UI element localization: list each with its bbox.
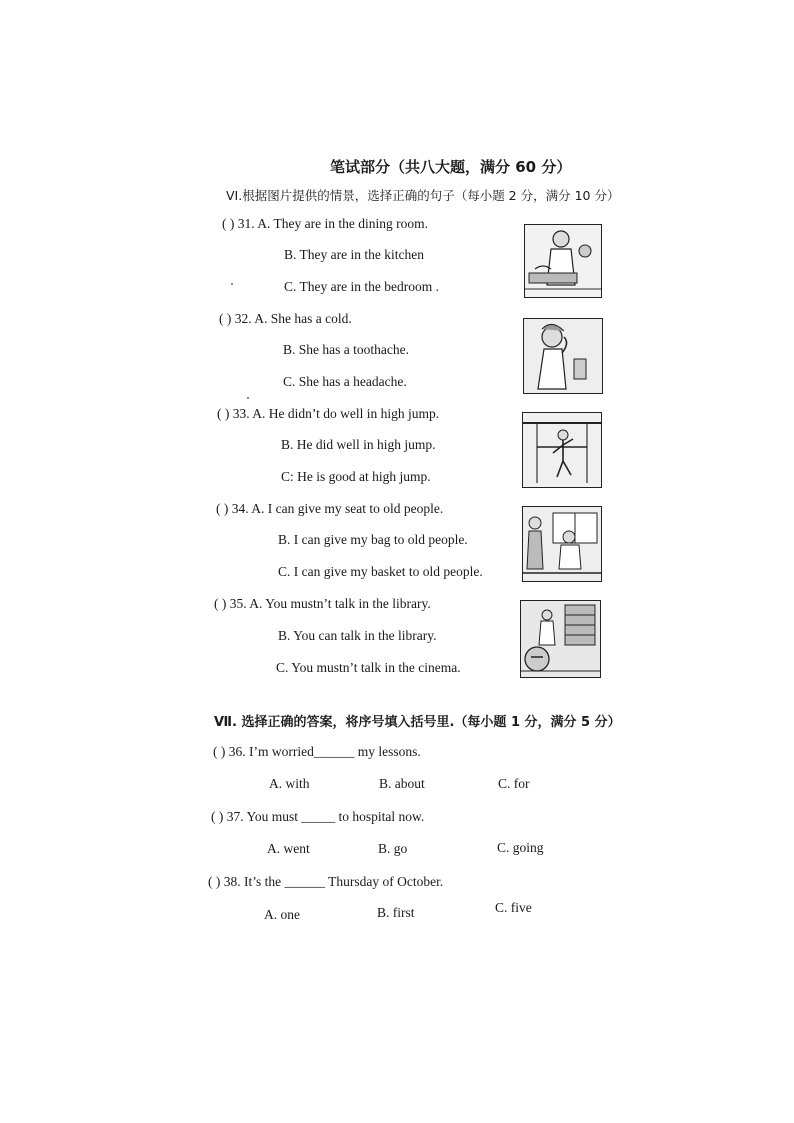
question-37-option-a: A. went xyxy=(267,841,310,856)
question-36-stem: ( ) 36. I’m worried______ my lessons. xyxy=(213,744,421,759)
question-36-option-b: B. about xyxy=(379,776,425,791)
question-38-option-a: A. one xyxy=(264,907,300,922)
question-37-option-b: B. go xyxy=(378,841,408,856)
question-38-option-c: C. five xyxy=(495,900,532,915)
scan-speck xyxy=(247,397,249,399)
section-6-heading: VI.根据图片提供的情景，选择正确的句子（每小题 2 分，满分 10 分） xyxy=(226,188,620,203)
question-32-option-a: ( ) 32. A. She has a cold. xyxy=(219,311,352,326)
question-37-option-c: C. going xyxy=(497,840,544,855)
question-34-option-a: ( ) 34. A. I can give my seat to old people. xyxy=(216,501,444,516)
question-34-option-b: B. I can give my bag to old people. xyxy=(278,532,468,547)
question-38-stem: ( ) 38. It’s the ______ Thursday of October. xyxy=(208,874,444,889)
kitchen-scene-picture xyxy=(524,224,602,298)
question-36-option-c: C. for xyxy=(498,776,530,791)
question-38-option-b: B. first xyxy=(377,905,415,920)
question-35-option-b: B. You can talk in the library. xyxy=(278,628,437,643)
question-31-option-b: B. They are in the kitchen xyxy=(284,247,424,262)
question-37-stem: ( ) 37. You must _____ to hospital now. xyxy=(211,809,425,824)
question-33-option-a: ( ) 33. A. He didn’t do well in high jump. xyxy=(217,406,440,421)
question-35-option-c: C. You mustn’t talk in the cinema. xyxy=(276,660,461,675)
scan-smudge xyxy=(540,872,635,942)
question-31-option-c: C. They are in the bedroom . xyxy=(284,279,439,294)
girl-toothache-picture xyxy=(523,318,603,394)
scan-speck xyxy=(231,283,233,285)
question-31-option-a: ( ) 31. A. They are in the dining room. xyxy=(222,216,428,231)
question-33-option-b: B. He did well in high jump. xyxy=(281,437,436,452)
section-7-heading: Ⅶ. 选择正确的答案，将序号填入括号里.（每小题 1 分，满分 5 分） xyxy=(214,715,621,730)
question-34-option-c: C. I can give my basket to old people. xyxy=(278,564,483,579)
question-32-option-b: B. She has a toothache. xyxy=(283,342,409,357)
question-36-option-a: A. with xyxy=(269,776,310,791)
high-jump-picture xyxy=(522,412,602,488)
question-35-option-a: ( ) 35. A. You mustn’t talk in the library. xyxy=(214,596,431,611)
question-32-option-c: C. She has a headache. xyxy=(283,374,407,389)
library-picture xyxy=(520,600,601,678)
page-title: 笔试部分（共八大题，满分 60 分） xyxy=(330,158,572,176)
bus-seat-picture xyxy=(522,506,602,582)
question-33-option-c: C: He is good at high jump. xyxy=(281,469,431,484)
